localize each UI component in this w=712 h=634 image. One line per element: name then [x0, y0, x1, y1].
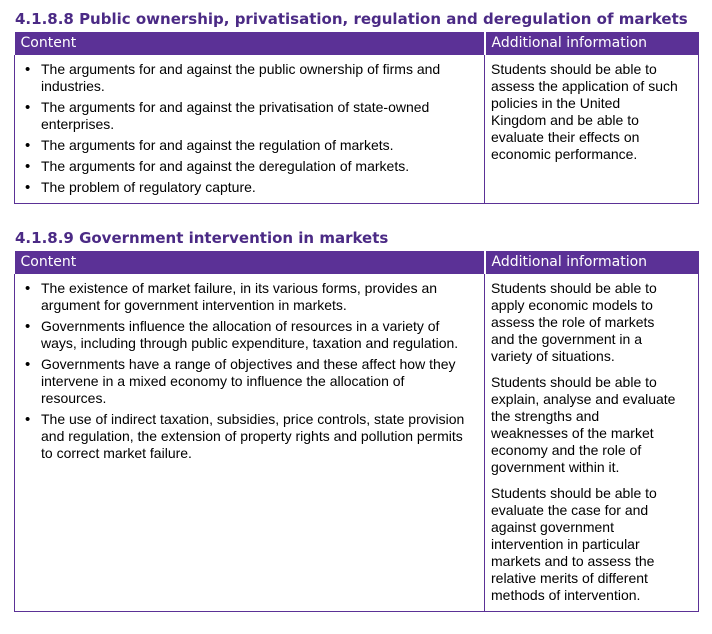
section-heading: 4.1.8.8 Public ownership, privatisation, regulation and deregulation of markets — [15, 10, 688, 28]
list-item: • The arguments for and against the public ownership of firms and industries. — [23, 61, 472, 95]
content-cell — [15, 274, 485, 612]
list-item: • Governments influence the allocation of resources in a variety of ways, including through public expenditure, taxation and regulation. — [23, 318, 472, 352]
table-header-row — [15, 251, 699, 274]
additional-info-column-header: Additional information — [485, 32, 699, 55]
list-item: • The use of indirect taxation, subsidies, price controls, state provision and regulation, the extension of property rights and pollution permits to correct market failure. — [23, 411, 472, 462]
section-government-intervention — [14, 227, 698, 612]
info-paragraph: Students should be able to apply economic models to assess the role of markets and the government in a variety of situations. — [491, 280, 657, 364]
list-item: • Governments have a range of objectives and these affect how they intervene in a mixed economy to influence the allocation of resources. — [23, 356, 472, 407]
section-heading: 4.1.8.9 Government intervention in markets — [15, 229, 389, 247]
content-column-header: Content — [15, 251, 485, 274]
content-column-header: Content — [15, 32, 485, 55]
content-list — [23, 280, 472, 462]
list-item: • The problem of regulatory capture. — [23, 179, 472, 196]
content-list — [23, 61, 472, 196]
additional-info-cell — [485, 55, 699, 204]
list-item: • The arguments for and against the deregulation of markets. — [23, 158, 472, 175]
table-row — [15, 274, 699, 612]
section-public-ownership — [14, 8, 698, 204]
spec-table — [14, 32, 699, 204]
info-paragraph: Students should be able to evaluate the case for and against government intervention in particular markets and to assess the relative merits of different methods of intervention. — [491, 485, 657, 603]
content-cell — [15, 55, 485, 204]
table-row — [15, 55, 699, 204]
table-header-row — [15, 32, 699, 55]
info-paragraph: Students should be able to assess the application of such policies in the United Kingdom and be able to evaluate their effects on economic performance. — [491, 61, 678, 162]
list-item: • The arguments for and against the privatisation of state-owned enterprises. — [23, 99, 472, 133]
list-item: • The existence of market failure, in its various forms, provides an argument for government intervention in markets. — [23, 280, 472, 314]
spec-table — [14, 251, 699, 612]
list-item: • The arguments for and against the regulation of markets. — [23, 137, 472, 154]
additional-info-cell — [485, 274, 699, 612]
additional-info-column-header: Additional information — [485, 251, 699, 274]
info-paragraph: Students should be able to explain, analyse and evaluate the strengths and weaknesses of the market economy and the role of government within it. — [491, 374, 676, 475]
